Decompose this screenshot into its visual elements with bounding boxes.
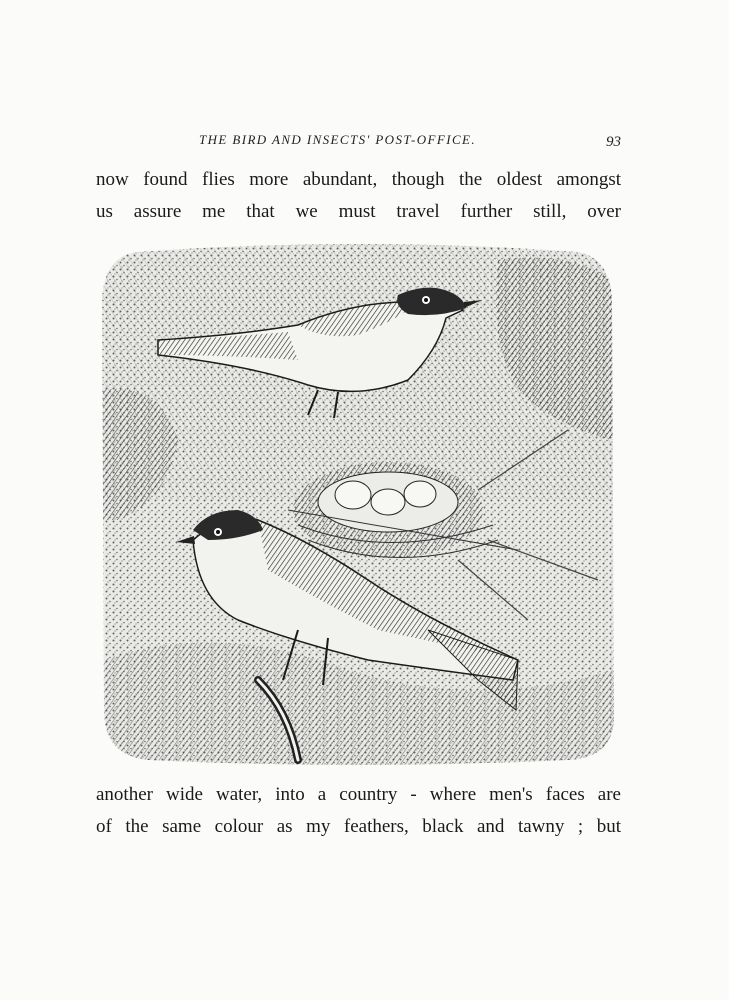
engraving-scene xyxy=(98,240,618,768)
text-line: of the same colour as my feathers, black and tawny ; but xyxy=(96,816,621,837)
page-number: 93 xyxy=(606,134,621,150)
running-head: THE BIRD AND INSECTS' POST-OFFICE. xyxy=(198,132,477,147)
bird-nest-engraving xyxy=(98,240,618,768)
text-line: another wide water, into a country - where men's faces are xyxy=(96,784,621,805)
text-line: us assure me that we must travel further still, over xyxy=(96,201,621,222)
text-line: now found flies more abundant, though the oldest amongst xyxy=(96,169,621,190)
